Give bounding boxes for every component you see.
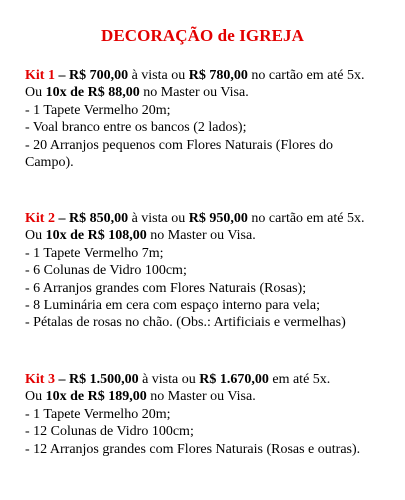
kit-card-text: no cartão em até 5x.	[247, 211, 365, 226]
kit-cash-price: R$ 700,00	[68, 68, 129, 83]
kit-item: - 1 Tapete Vermelho 20m;	[25, 406, 171, 422]
kit-dash: –	[54, 211, 69, 226]
kit-name: Kit 2	[25, 211, 55, 226]
kit-section-3	[25, 371, 400, 458]
kit-installment-prefix: Ou	[25, 389, 46, 405]
kit-card-text: em até 5x.	[268, 372, 331, 387]
kit-section-1	[25, 67, 400, 171]
kit-cash-text: à vista ou	[138, 372, 200, 387]
kit-item: - 1 Tapete Vermelho 7m;	[25, 245, 164, 261]
kit-item: - Pétalas de rosas no chão. (Obs.: Artificiais e vermelhas)	[25, 315, 346, 331]
kit-item: - 6 Arranjos grandes com Flores Naturais (Rosas);	[25, 280, 307, 296]
kit-item: - 12 Colunas de Vidro 100cm;	[25, 424, 194, 440]
kit-cash-price: R$ 1.500,00	[68, 372, 139, 387]
kit-name: Kit 1	[25, 68, 55, 83]
kit-price-line	[25, 371, 400, 388]
kit-card-price: R$ 950,00	[188, 211, 248, 226]
kit-item: - Voal branco entre os bancos (2 lados);	[25, 120, 247, 136]
kit-item: - 8 Luminária em cera com espaço interno para vela;	[25, 298, 321, 314]
kit-name: Kit 3	[25, 372, 55, 387]
kit-price-line	[25, 67, 400, 84]
kit-installment-line	[25, 388, 400, 405]
kit-item: - 1 Tapete Vermelho 20m;	[25, 102, 171, 118]
kit-installment-text: no Master ou Visa.	[146, 389, 256, 405]
kit-installment: 10x de R$ 189,00	[45, 389, 147, 405]
kit-installment-text: no Master ou Visa.	[146, 228, 256, 244]
kit-price-line	[25, 210, 400, 227]
page-title: DECORAÇÃO de IGREJA	[100, 26, 305, 45]
kit-installment-prefix: Ou	[25, 228, 46, 244]
kit-item: - 6 Colunas de Vidro 100cm;	[25, 263, 187, 279]
kit-cash-text: à vista ou	[128, 68, 189, 83]
kit-item: - 20 Arranjos pequenos com Flores Naturais (Flores do Campo).	[25, 137, 333, 171]
kit-installment-text: no Master ou Visa.	[139, 85, 249, 101]
kit-card-text: no cartão em até 5x.	[247, 68, 365, 83]
kit-installment-line	[25, 84, 400, 101]
kit-cash-price: R$ 850,00	[68, 211, 129, 226]
kit-installment-prefix: Ou	[25, 85, 46, 101]
kit-card-price: R$ 1.670,00	[199, 372, 269, 387]
kit-installment-line	[25, 227, 400, 244]
kit-section-2	[25, 210, 400, 332]
kit-installment: 10x de R$ 88,00	[45, 85, 140, 101]
kit-card-price: R$ 780,00	[188, 68, 248, 83]
kit-item: - 12 Arranjos grandes com Flores Naturais (Rosas e outras).	[25, 441, 361, 457]
kit-dash: –	[54, 68, 69, 83]
kit-dash: –	[54, 372, 69, 387]
kit-installment: 10x de R$ 108,00	[45, 228, 147, 244]
kit-cash-text: à vista ou	[128, 211, 189, 226]
